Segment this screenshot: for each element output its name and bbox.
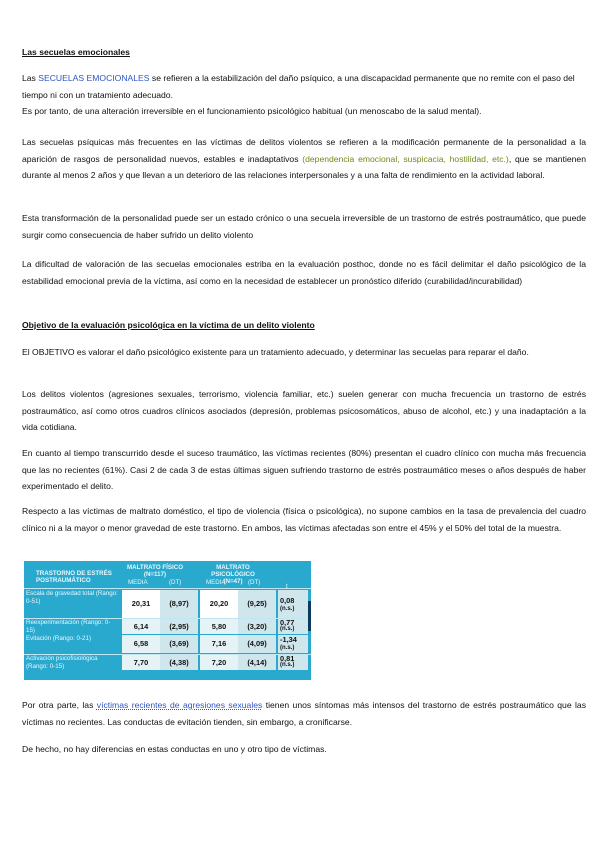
table-cell: (3,20) bbox=[238, 619, 276, 634]
paragraph-transformacion-personalidad: Esta transformación de la personalidad puede ser un estado crónico o una secuela irreversible de un trastorno de estrés postraumático, que puede surgir como consecuencia de haber sufrido un delito violento bbox=[22, 213, 586, 240]
section-title-secuelas: Las secuelas emocionales bbox=[22, 47, 130, 57]
table-row-label: Reexperimentación (Rango: 0-15) bbox=[26, 619, 111, 634]
text-run: tienen unos síntomas más intensos del trastorno de estrés postraumático que las víctimas no recientes. Las conductas de evitación tienden, sin embargo, a cronificarse. bbox=[22, 700, 586, 727]
table-row-label: Activación psicofisiológica (Rango: 0-15) bbox=[26, 655, 98, 670]
table-cell: 6,58 bbox=[122, 635, 160, 653]
paragraph-sin-diferencias: De hecho, no hay diferencias en estas conductas en uno y otro tipo de víctimas. bbox=[22, 744, 327, 754]
table-cell: (2,95) bbox=[160, 619, 198, 634]
table-cell: 7,16 bbox=[200, 635, 238, 653]
t-significance: (n.s.) bbox=[280, 606, 295, 612]
table-cell: 7,20 bbox=[200, 655, 238, 670]
table-cell: (9,25) bbox=[238, 590, 276, 618]
table-cell: (4,38) bbox=[160, 655, 198, 670]
t-significance: (n.s.) bbox=[280, 626, 295, 632]
paragraph-dificultad-valoracion: La dificultad de valoración de las secuelas emocionales estriba en la evaluación posthoc, donde no es fácil delimitar el daño psicológico de la estabilidad emocional previa de la víctima, así como en la necesidad de establecer un pronóstico diferido (curabilidad/incurabilidad) bbox=[22, 259, 586, 286]
paragraph-secuelas-frecuentes bbox=[22, 134, 586, 184]
text-run: se refieren a la estabilización del daño psíquico, a una discapacidad permanente que no remite con el paso del tiempo ni con un tratamiento adecuado. bbox=[22, 73, 575, 100]
table-subheader-media-2: MEDIA bbox=[206, 579, 226, 586]
table-cell: (4,14) bbox=[238, 655, 276, 670]
table-rule bbox=[24, 588, 311, 589]
highlight-secuelas-emocionales: SECUELAS EMOCIONALES bbox=[38, 73, 150, 83]
t-significance: (n.s.) bbox=[280, 662, 295, 668]
section-title-objetivo: Objetivo de la evaluación psicológica en la víctima de un delito violento bbox=[22, 320, 315, 330]
paragraph-objetivo: El OBJETIVO es valorar el daño psicológico existente para un tratamiento adecuado, y determinar las secuelas para reparar el daño. bbox=[22, 347, 529, 357]
paragraph-secuelas-definicion bbox=[22, 70, 586, 103]
highlight-rasgos-personalidad: (dependencia emocional, suspicacia, hostilidad, etc.) bbox=[302, 153, 509, 164]
table-subheader-media-1: MEDIA bbox=[128, 579, 148, 586]
table-group1-header: MALTRATO FÍSICO (N=117) bbox=[126, 564, 184, 578]
table-cell: 20,20 bbox=[200, 590, 238, 618]
table-group2-header: MALTRATO PSICOLÓGICO (N=47) bbox=[211, 564, 255, 585]
table-subheader-dt-2: (DT) bbox=[248, 579, 261, 586]
t-value: 0,77 bbox=[280, 618, 295, 627]
table-subheader-t: t bbox=[286, 583, 288, 590]
paragraph-delitos-violentos: Los delitos violentos (agresiones sexuales, terrorismo, violencia familiar, etc.) suelen generar con mucha frecuencia un trastorno de estrés postraumático, así como otros cuadros clínicos asociados (depresión, problemas psicosomáticos, abuso de alcohol, etc.) y una inadaptación a la vida cotidiana. bbox=[22, 389, 586, 432]
paragraph-maltrato-domestico: Respecto a las víctimas de maltrato doméstico, el tipo de violencia (física o psicológica), no supone cambios en la tasa de prevalencia del cuadro clínico ni a la mayor o menor gravedad de este trastorno. En ambos, las víctimas afectadas son entre el 45% y el 50% del total de la muestra. bbox=[22, 506, 586, 533]
table-cell-t bbox=[278, 619, 308, 634]
ptsd-comparison-table bbox=[24, 561, 311, 680]
t-value: -1,34 bbox=[280, 635, 297, 644]
paragraph-victimas-recientes bbox=[22, 697, 586, 730]
table-corner-header: TRASTORNO DE ESTRÉS POSTRAUMÁTICO bbox=[36, 570, 112, 584]
table-cell: 7,70 bbox=[122, 655, 160, 670]
t-significance: (n.s.) bbox=[280, 645, 295, 651]
table-row-label: Evitación (Rango: 0-21) bbox=[26, 635, 92, 642]
highlight-agresiones-sexuales: víctimas recientes de agresiones sexuales bbox=[96, 700, 263, 710]
paragraph-tiempo-transcurrido: En cuanto al tiempo transcurrido desde el suceso traumático, las víctimas recientes (80%) presentan el cuadro clínico con mucha más frecuencia que las no recientes (61%). Casi 2 de cada 3 de estas últimas siguen sufriendo trastorno de estrés postraumático meses o años después de haber experimentado el delito. bbox=[22, 448, 586, 491]
table-cell: 5,80 bbox=[200, 619, 238, 634]
table-cell: 20,31 bbox=[122, 590, 160, 618]
table-subheader-dt-1: (DT) bbox=[169, 579, 182, 586]
table-cell: (8,97) bbox=[160, 590, 198, 618]
text-run: Las bbox=[22, 73, 39, 83]
table-cell: 6,14 bbox=[122, 619, 160, 634]
table-cell: (3,69) bbox=[160, 635, 198, 653]
text-run: , que se mantienen durante al menos 2 años y que llevan a un deterioro de las relaciones interpersonales y a una falta de rendimiento en la actividad laboral. bbox=[22, 153, 586, 180]
text-run: Por otra parte, las bbox=[22, 700, 97, 710]
text-run: Las secuelas psíquicas más frecuentes en las víctimas de delitos violentos se refieren a la modificación permanente de la personalidad a la aparición de rasgos de personalidad nuevos, estables e inadaptativos bbox=[22, 137, 586, 164]
table-cell-t bbox=[278, 635, 308, 653]
paragraph-alteracion-irreversible: Es por tanto, de una alteración irreversible en el funcionamiento psicológico habitual (un menoscabo de la salud mental). bbox=[22, 106, 482, 116]
table-row-label: Escala de gravedad total (Rango: 0-51) bbox=[26, 590, 118, 605]
t-value: 0,08 bbox=[280, 596, 295, 605]
table-cell-t bbox=[278, 655, 308, 670]
table-cell: (4,09) bbox=[238, 635, 276, 653]
table-cell-t bbox=[278, 590, 308, 618]
table-edge-bar bbox=[308, 601, 311, 631]
t-value: 0,81 bbox=[280, 654, 295, 663]
